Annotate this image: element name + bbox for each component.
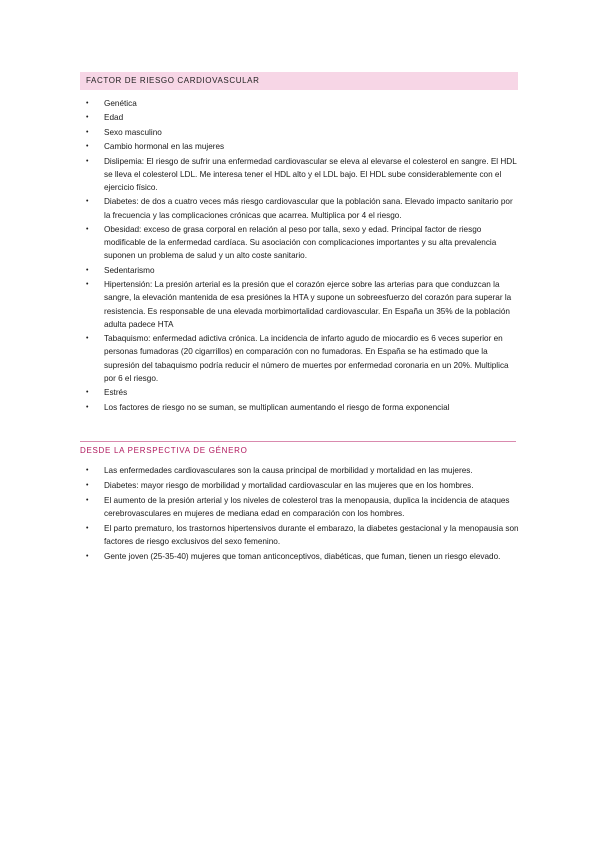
list-item	[80, 223, 520, 263]
section-header-risk-factors: FACTOR DE RIESGO CARDIOVASCULAR	[80, 72, 518, 90]
list-item	[80, 479, 520, 492]
list-item	[80, 464, 520, 477]
list-item	[80, 550, 520, 563]
bullet-icon: •	[86, 496, 89, 504]
list-item-text: Gente joven (25-35-40) mujeres que toman anticonceptivos, diabéticas, que fuman, tienen un riesgo elevado.	[104, 551, 501, 561]
list-item	[80, 386, 520, 399]
gender-perspective-list	[80, 464, 520, 564]
list-item-text: Sedentarismo	[104, 265, 155, 275]
bullet-icon: •	[86, 225, 89, 233]
list-item	[80, 522, 520, 548]
bullet-icon: •	[86, 143, 89, 151]
list-item-text: Cambio hormonal en las mujeres	[104, 142, 225, 152]
risk-factors-list	[80, 97, 520, 415]
list-item-text: Sexo masculino	[104, 127, 162, 137]
bullet-icon: •	[86, 403, 89, 411]
list-item	[80, 494, 520, 520]
bullet-icon: •	[86, 114, 89, 122]
list-item	[80, 126, 520, 139]
list-item	[80, 111, 520, 124]
list-item-text: Diabetes: de dos a cuatro veces más riesgo cardiovascular que la población sana. Elevado impacto sanitario por la frecuencia y las complicaciones crónicas que acarrea. Multiplica por 4 el riesgo.	[104, 197, 513, 220]
list-item-text: Genética	[104, 99, 137, 108]
list-item	[80, 264, 520, 277]
bullet-icon: •	[86, 389, 89, 397]
list-item-text: Los factores de riesgo no se suman, se multiplican aumentando el riesgo de forma exponencial	[104, 402, 450, 412]
list-item-text: El aumento de la presión arterial y los niveles de colesterol tras la menopausia, duplica la incidencia de ataques cerebrovasculares en mujeres de mediana edad en comparación con los hombres.	[104, 495, 510, 518]
list-item	[80, 140, 520, 153]
list-item-text: Edad	[104, 113, 124, 123]
list-item-text: Dislipemia: El riesgo de sufrir una enfermedad cardiovascular se eleva al elevarse el colesterol en sangre. El HDL se lleva el colesterol LDL. Me interesa tener el HDL alto y el LDL bajo. El HDL sube considerablemente con el ejercicio físico.	[104, 156, 517, 192]
bullet-icon: •	[86, 552, 89, 560]
list-item	[80, 332, 520, 385]
list-item-text: Tabaquismo: enfermedad adictiva crónica. La incidencia de infarto agudo de miocardio es 6 veces superior en personas fumadoras (20 cigarrillos) en comparación con no fumadoras. En España se ha estimado que la supresión del tabaquismo podría reducir el número de muertes por enfermedad coronaria en un 20%. Multiplica por 6 el riesgo.	[104, 334, 509, 383]
bullet-icon: •	[86, 198, 89, 206]
bullet-icon: •	[86, 281, 89, 289]
bullet-icon: •	[86, 335, 89, 343]
list-item-text: Diabetes: mayor riesgo de morbilidad y mortalidad cardiovascular en las mujeres que en los hombres.	[104, 480, 474, 490]
bullet-icon: •	[86, 128, 89, 136]
list-item	[80, 155, 520, 195]
list-item	[80, 278, 520, 331]
list-item	[80, 97, 520, 110]
bullet-icon: •	[86, 481, 89, 489]
list-item	[80, 195, 520, 221]
bullet-icon: •	[86, 266, 89, 274]
section-divider	[80, 441, 516, 442]
list-item-text: Obesidad: exceso de grasa corporal en relación al peso por talla, sexo y edad. Principal factor de riesgo modificable de la enfermedad cardíaca. Su asociación con complicaciones importantes y su alta prevalencia suponen un problema de salud y un alto coste sanitario.	[104, 224, 497, 261]
bullet-icon: •	[86, 157, 89, 165]
bullet-icon: •	[86, 524, 89, 532]
list-item	[80, 401, 520, 414]
list-item-text: Las enfermedades cardiovasculares son la causa principal de morbilidad y mortalidad en las mujeres.	[104, 466, 473, 475]
bullet-icon: •	[86, 467, 89, 474]
bullet-icon: •	[86, 100, 89, 107]
section-title-gender-perspective: DESDE LA PERSPECTIVA DE GÉNERO	[80, 446, 248, 455]
list-item-text: Estrés	[104, 388, 128, 398]
list-item-text: El parto prematuro, los trastornos hipertensivos durante el embarazo, la diabetes gestacional y la menopausia son factores de riesgo exclusivos del sexo femenino.	[104, 523, 519, 546]
list-item-text: Hipertensión: La presión arterial es la presión que el corazón ejerce sobre las arterias para que conduzcan la sangre, la elevación mantenida de esa presiónes la HTA y supone un sobreesfuerzo del corazón para superar la resistencia. Es responsable de una elevada morbimortalidad cardiovascular. En España un 35% de la población adulta padece HTA	[104, 280, 512, 329]
